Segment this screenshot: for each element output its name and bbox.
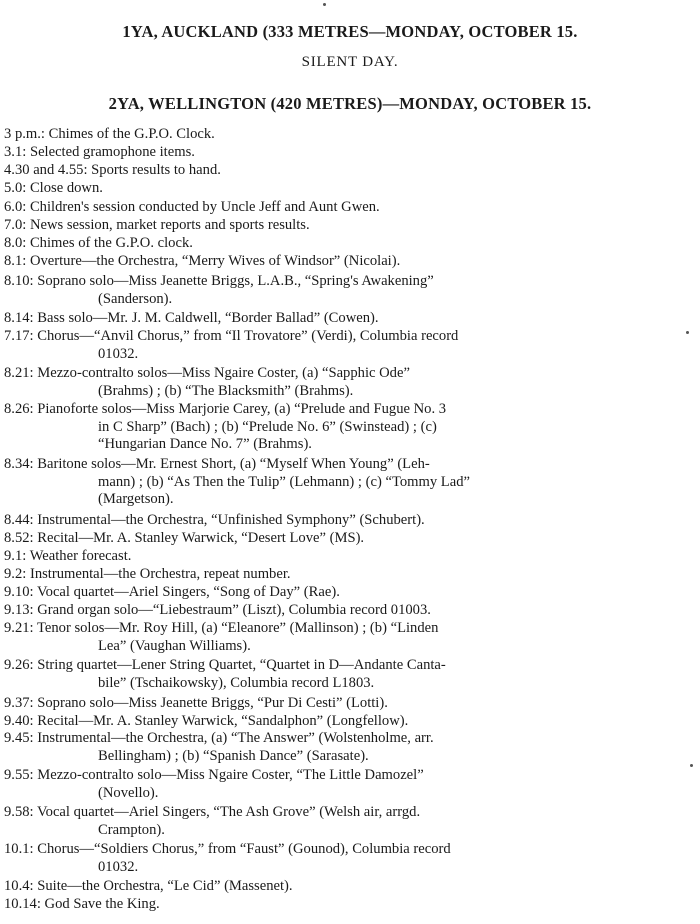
entry-text-line: Bass solo—Mr. J. M. Caldwell, “Border Ballad” (Cowen). <box>37 310 379 326</box>
entry-text-line: Recital—Mr. A. Stanley Warwick, “Desert Love” (MS). <box>37 530 365 546</box>
entry-text-line: Grand organ solo—“Liebestraum” (Liszt), Columbia record 01003. <box>37 602 431 618</box>
entry-time: 10.14: <box>4 896 41 912</box>
entry-time: 9.55: <box>4 767 34 783</box>
entry-text-line: 01032. <box>98 345 139 362</box>
entry-text-line: String quartet—Lener String Quartet, “Quartet in D—Andante Canta- <box>37 657 446 673</box>
entry-text-line: News session, market reports and sports results. <box>29 217 310 233</box>
programme-entry <box>4 180 700 198</box>
programme-entry <box>4 199 700 217</box>
entry-text-line: bile” (Tschaikowsky), Columbia record L1803. <box>98 674 375 691</box>
entry-text-line: Mezzo-contralto solo—Miss Ngaire Coster, “The Little Damozel” <box>37 767 424 783</box>
heading-silent-day: SILENT DAY. <box>301 54 399 70</box>
entry-time: 9.1: <box>4 548 27 564</box>
programme-entry <box>4 566 700 584</box>
entry-text-line: (Margetson). <box>98 491 174 507</box>
programme-entry <box>4 896 700 914</box>
entry-text-line: Pianoforte solos—Miss Marjorie Carey, (a) “Prelude and Fugue No. 3 <box>37 401 447 417</box>
entry-time: 9.37: <box>4 695 34 711</box>
entry-text-line: Instrumental—the Orchestra, “Unfinished Symphony” (Schubert). <box>37 512 425 528</box>
programme-entry <box>4 401 700 454</box>
programme-entry <box>4 804 700 839</box>
entry-text-line: mann) ; (b) “As Then the Tulip” (Lehmann) ; (c) “Tommy Lad” <box>98 473 470 490</box>
heading-1ya-auckland: 1YA, AUCKLAND (333 METRES—MONDAY, OCTOBER 15. <box>122 22 578 41</box>
entry-text-line: Vocal quartet—Ariel Singers, “The Ash Grove” (Welsh air, arrgd. <box>36 804 421 820</box>
entry-time: 10.4: <box>4 878 34 894</box>
entry-time: 8.34: <box>4 456 34 472</box>
entry-text-line: Mezzo-contralto solos—Miss Ngaire Coster, (a) “Sapphic Ode” <box>37 365 410 381</box>
entry-text-line: God Save the King. <box>44 896 160 912</box>
entry-time: 7.17: <box>4 328 34 344</box>
programme-entry <box>4 328 700 363</box>
scan-speck <box>323 3 326 6</box>
programme-entry <box>4 620 700 655</box>
scan-speck <box>690 764 693 767</box>
entry-time: 8.10: <box>4 273 34 289</box>
entry-time: 3.1: <box>4 144 27 160</box>
entry-text-line: Chimes of the G.P.O. clock. <box>29 235 193 251</box>
programme-entry <box>4 713 700 731</box>
entry-time: 10.1: <box>4 841 34 857</box>
programme-entry <box>4 162 700 180</box>
entry-time: 8.26: <box>4 401 34 417</box>
entry-text-line: Sports results to hand. <box>91 162 221 178</box>
programme-entry <box>4 657 700 692</box>
entry-text-line: Weather forecast. <box>29 548 132 564</box>
programme-entry <box>4 584 700 602</box>
programme-entry <box>4 602 700 620</box>
programme-entry <box>4 878 700 896</box>
entry-text-line: Crampton). <box>98 821 165 838</box>
entry-text-line: Baritone solos—Mr. Ernest Short, (a) “Myself When Young” (Leh- <box>37 456 430 472</box>
entry-text-line: Chorus—“Anvil Chorus,” from “Il Trovatore” (Verdi), Columbia record <box>37 328 459 344</box>
programme-entry <box>4 126 700 144</box>
entry-text-line: (Novello). <box>98 784 159 801</box>
entry-text-line: 01032. <box>98 858 139 875</box>
entry-text-line: Lea” (Vaughan Williams). <box>98 637 251 654</box>
entry-time: 9.13: <box>4 602 34 618</box>
entry-text-line: Suite—the Orchestra, “Le Cid” (Massenet). <box>37 878 293 894</box>
entry-text-line: Instrumental—the Orchestra, repeat number. <box>29 566 291 582</box>
entry-time: 8.21: <box>4 365 34 381</box>
entry-time: 8.44: <box>4 512 34 528</box>
entry-text-line: Children's session conducted by Uncle Jeff and Aunt Gwen. <box>29 199 380 215</box>
entry-text-line: Close down. <box>29 180 103 196</box>
programme-entry <box>4 235 700 253</box>
entry-text-line: Bellingham) ; (b) “Spanish Dance” (Sarasate). <box>98 747 369 764</box>
entry-text-line: Chimes of the G.P.O. Clock. <box>48 126 215 142</box>
entry-time: 9.40: <box>4 713 34 729</box>
entry-text-line: Chorus—“Soldiers Chorus,” from “Faust” (Gounod), Columbia record <box>37 841 451 857</box>
programme-entry <box>4 695 700 713</box>
programme-entry <box>4 310 700 328</box>
entry-text-line: Recital—Mr. A. Stanley Warwick, “Sandalphon” (Longfellow). <box>37 713 409 729</box>
entry-time: 8.1: <box>4 253 27 269</box>
programme-entry <box>4 253 700 271</box>
scan-speck <box>686 331 689 334</box>
entry-text-line: Soprano solo—Miss Jeanette Briggs, “Pur Di Cesti” (Lotti). <box>37 695 388 711</box>
entry-time: 6.0: <box>4 199 27 215</box>
entry-time: 9.45: <box>4 730 34 746</box>
entry-time: 8.52: <box>4 530 34 546</box>
entry-time: 3 p.m.: <box>4 126 45 142</box>
programme-entry <box>4 217 700 235</box>
entry-text-line: in C Sharp” (Bach) ; (b) “Prelude No. 6” (Swinstead) ; (c) <box>98 418 437 435</box>
entry-time: 9.26: <box>4 657 34 673</box>
entry-time: 9.58: <box>4 804 34 820</box>
entry-text-line: Instrumental—the Orchestra, (a) “The Answer” (Wolstenholme, arr. <box>37 730 434 746</box>
entry-time: 5.0: <box>4 180 27 196</box>
entry-time: 7.0: <box>4 217 27 233</box>
programme-entry <box>4 730 700 765</box>
entry-text-line: Overture—the Orchestra, “Merry Wives of Windsor” (Nicolai). <box>29 253 401 269</box>
entry-text-line: “Hungarian Dance No. 7” (Brahms). <box>98 436 312 452</box>
entry-time: 9.2: <box>4 566 27 582</box>
entry-text-line: (Brahms) ; (b) “The Blacksmith” (Brahms). <box>98 382 354 399</box>
programme-entry <box>4 273 700 308</box>
programme-entry <box>4 548 700 566</box>
programme-entry <box>4 841 700 876</box>
programme-entry <box>4 144 700 162</box>
entry-text-line: (Sanderson). <box>98 290 173 307</box>
entry-time: 8.14: <box>4 310 34 326</box>
entry-text-line: Selected gramophone items. <box>29 144 195 160</box>
programme-entry <box>4 512 700 530</box>
programme-entry <box>4 456 700 509</box>
entry-time: 8.0: <box>4 235 27 251</box>
entry-time: 4.30 and 4.55: <box>4 162 88 178</box>
entry-text-line: Vocal quartet—Ariel Singers, “Song of Day” (Rae). <box>36 584 340 600</box>
programme-entry <box>4 767 700 802</box>
heading-2ya-wellington: 2YA, WELLINGTON (420 METRES)—MONDAY, OCTOBER 15. <box>108 94 592 113</box>
programme-entry <box>4 530 700 548</box>
entry-text-line: Soprano solo—Miss Jeanette Briggs, L.A.B., “Spring's Awakening” <box>37 273 434 289</box>
entry-time: 9.10: <box>4 584 34 600</box>
entry-time: 9.21: <box>4 620 34 636</box>
entry-text-line: Tenor solos—Mr. Roy Hill, (a) “Eleanore” (Mallinson) ; (b) “Linden <box>36 620 439 636</box>
programme-entry <box>4 365 700 400</box>
